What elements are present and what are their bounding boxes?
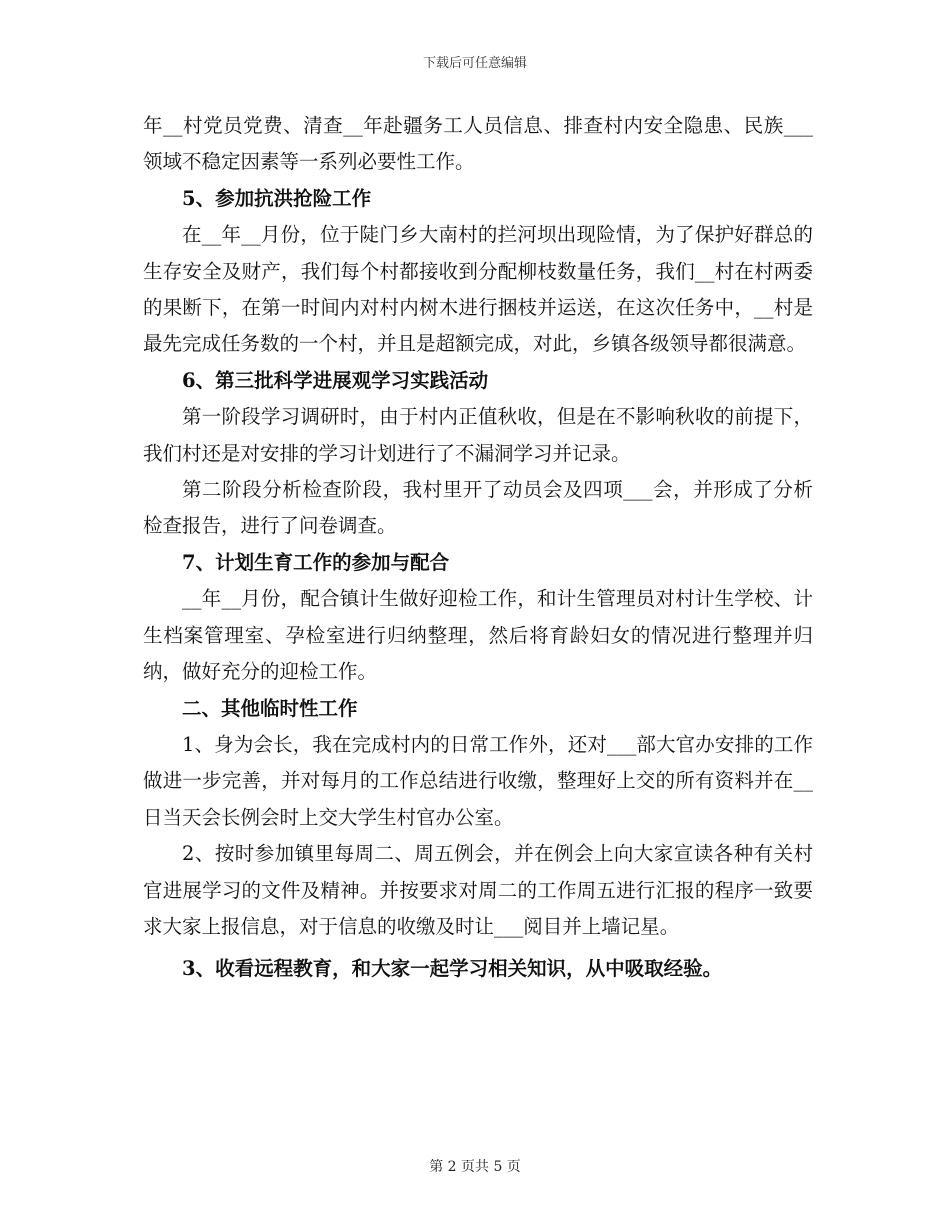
section-heading-temporary-work: 二、其他临时性工作 [182,696,358,720]
paragraph-temporary-work-2: 2、按时参加镇里每周二、周五例会，并在例会上向大家宣读各种有关村官进展学习的文件及精神。并按要求对周二的工作周五进行汇报的程序一致要求大家上报信息，对于信息的收缴及时让___阅目并上墙记星。 [143,842,813,938]
document-body [143,108,813,988]
paragraph-study-phase-two: 第二阶段分析检查阶段，我村里开了动员会及四项___会，并形成了分析检查报告，进行了问卷调查。 [143,478,813,538]
section-heading-study-practice: 6、第三批科学进展观学习实践活动 [182,368,489,392]
page-header: 下载后可任意编辑 [422,56,527,71]
paragraph-flood-relief: 在__年__月份，位于陡门乡大南村的拦河坝出现险情，为了保护好群总的生存安全及财产，我们每个村都接收到分配柳枝数量任务，我们__村在村两委的果断下，在第一时间内对村内树木进行捆枝并运送，在这次任务中，__村是最先完成任务数的一个村，并且是超额完成，对此，乡镇各级领导都很满意。 [143,223,813,356]
paragraph-continuation: 年__村党员党费、清查__年赴疆务工人员信息、排查村内安全隐患、民族___领域不稳定因素等一系列必要性工作。 [143,114,813,174]
section-heading-family-planning: 7、计划生育工作的参加与配合 [182,550,450,574]
paragraph-temporary-work-1: 1、身为会长，我在完成村内的日常工作外，还对___部大官办安排的工作做进一步完善，并对每月的工作总结进行收缴，整理好上交的所有资料并在__日当天会长例会时上交大学生村官办公室。 [143,732,813,829]
section-heading-flood-relief: 5、参加抗洪抢险工作 [182,186,372,210]
paragraph-study-phase-one: 第一阶段学习调研时，由于村内正值秋收，但是在不影响秋收的前提下，我们村还是对安排的学习计划进行了不漏洞学习并记录。 [143,405,813,465]
paragraph-family-planning: __年__月份，配合镇计生做好迎检工作，和计生管理员对村计生学校、计生档案管理室、孕检室进行归纳整理，然后将育龄妇女的情况进行整理并归纳，做好充分的迎检工作。 [143,587,813,684]
page-footer: 第 2 页共 5 页 [429,1159,521,1175]
section-heading-remote-education: 3、收看远程教育，和大家一起学习相关知识，从中吸取经验。 [182,957,723,981]
